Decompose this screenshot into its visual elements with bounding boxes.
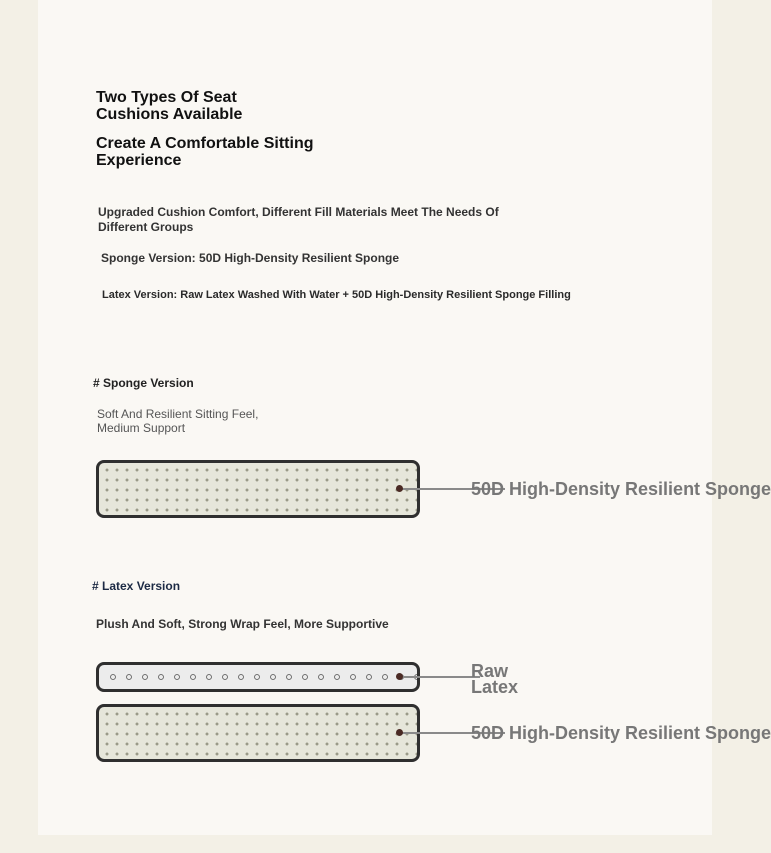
callout-dot-icon <box>396 673 403 680</box>
intro-subtitle-line2: Experience <box>96 152 182 169</box>
latex-version-tag: # Latex Version <box>92 579 181 593</box>
intro-subtitle <box>96 135 314 169</box>
latex-version-description: Plush And Soft, Strong Wrap Feel, More Supportive <box>96 617 389 631</box>
latex-spec-text: Latex Version: Raw Latex Washed With Water + 50D High-Density Resilient Sponge Filling <box>102 289 571 301</box>
latex-ring-pattern-icon <box>105 674 417 680</box>
intro-description <box>98 205 499 235</box>
sponge-description-line2: Medium Support <box>97 421 186 435</box>
sponge-description-line1: Soft And Resilient Sitting Feel, <box>97 407 259 421</box>
intro-title-line2: Cushions Available <box>96 106 243 123</box>
intro-title <box>96 89 242 123</box>
latex-callout-line1: Raw <box>471 661 509 681</box>
callout-dot-icon <box>396 485 403 492</box>
latex-version-sponge-callout-label: 50D High-Density Resilient Sponge <box>471 723 771 743</box>
intro-title-line1: Two Types Of Seat <box>96 89 237 106</box>
intro-description-line1: Upgraded Cushion Comfort, Different Fill Materials Meet The Needs Of <box>98 205 499 219</box>
latex-version-sponge-layer <box>96 704 420 762</box>
sponge-cushion-layer <box>96 460 420 518</box>
latex-callout-line2: Latex <box>471 677 519 697</box>
latex-callout-label <box>471 663 518 695</box>
intro-description-line2: Different Groups <box>98 220 194 234</box>
latex-callout-line <box>400 676 480 678</box>
latex-cushion-layer <box>96 662 420 692</box>
sponge-version-tag: # Sponge Version <box>93 376 194 390</box>
sponge-spec-text: Sponge Version: 50D High-Density Resilient Sponge <box>101 251 400 265</box>
content-panel <box>38 0 771 835</box>
intro-subtitle-line1: Create A Comfortable Sitting <box>96 135 314 152</box>
sponge-callout-label: 50D High-Density Resilient Sponge <box>471 479 771 499</box>
sponge-version-description <box>97 407 258 435</box>
callout-dot-icon <box>396 729 403 736</box>
